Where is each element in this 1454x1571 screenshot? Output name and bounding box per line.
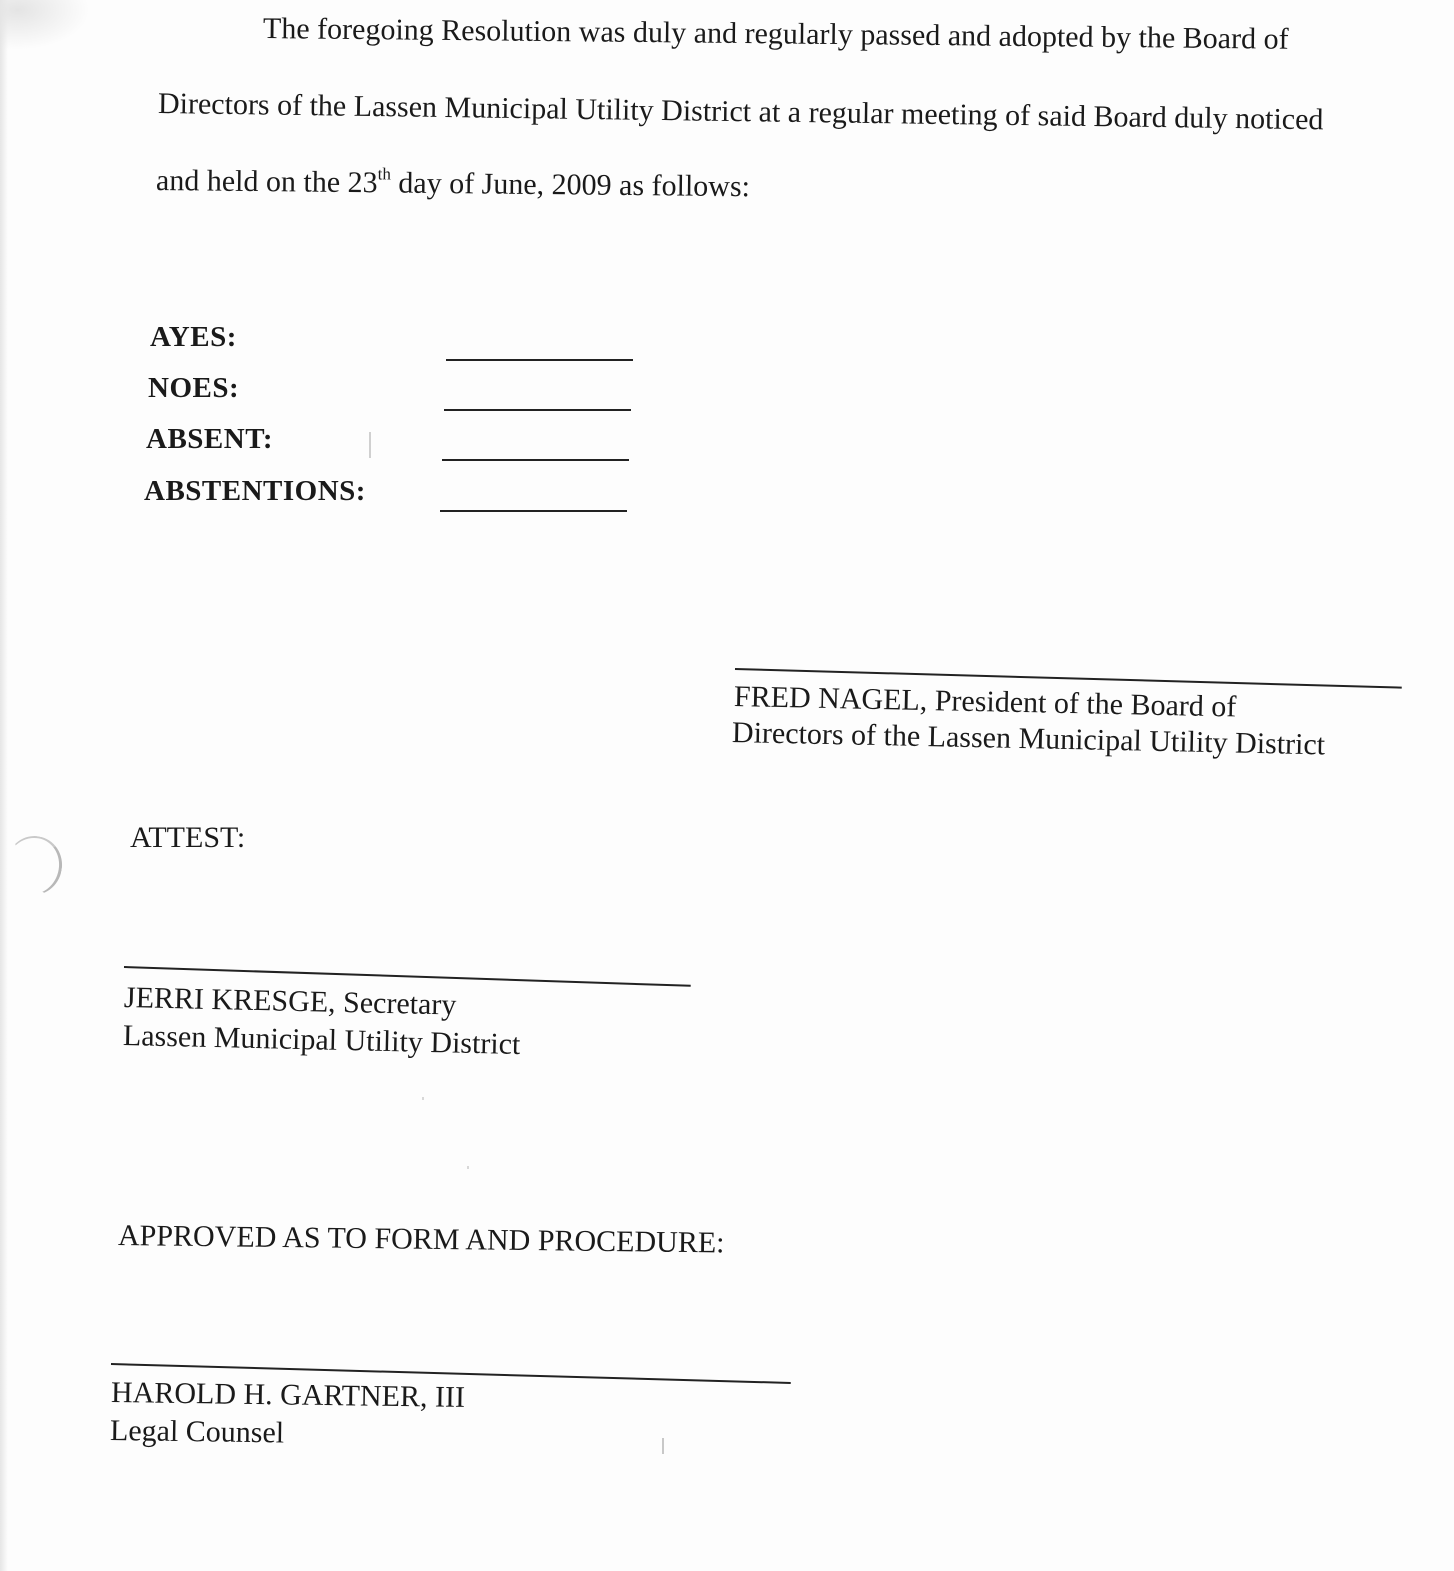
approved-label: APPROVED AS TO FORM AND PROCEDURE:: [117, 1219, 725, 1260]
vote-label-noes: NOES:: [148, 372, 240, 404]
resolution-line-3: [156, 166, 750, 202]
scan-speck: [422, 1097, 424, 1100]
vote-line-absent: [442, 459, 629, 461]
resolution-line-1: The foregoing Resolution was duly and regularly passed and adopted by the Board of: [262, 12, 1289, 56]
resolution-line-3-suffix: day of June, 2009 as follows:: [390, 166, 751, 204]
vote-label-absent: ABSENT:: [146, 423, 274, 455]
vote-line-abstentions: [440, 510, 627, 512]
ordinal-suffix: th: [377, 164, 392, 184]
president-organization: Directors of the Lassen Municipal Utility District: [731, 716, 1326, 762]
counsel-name: HAROLD H. GARTNER, III: [110, 1376, 466, 1414]
page-edge-shadow: [0, 0, 8, 1571]
secretary-name-title: JERRI KRESGE, Secretary: [123, 981, 457, 1022]
vote-label-ayes: AYES:: [150, 321, 237, 353]
punch-hole-mark: [1, 832, 66, 900]
resolution-line-2: Directors of the Lassen Municipal Utility District at a regular meeting of said Board duly noticed: [157, 87, 1324, 137]
resolution-line-3-prefix: and held on the 23: [155, 164, 378, 200]
counsel-title: Legal Counsel: [109, 1414, 285, 1450]
scan-speck: [467, 1166, 469, 1169]
scan-speck: [369, 432, 371, 458]
scan-shadow: [0, 0, 90, 50]
attest-label: ATTEST:: [130, 821, 246, 854]
vote-line-noes: [444, 409, 631, 411]
secretary-organization: Lassen Municipal Utility District: [122, 1019, 521, 1062]
president-name-title: FRED NAGEL, President of the Board of: [733, 680, 1237, 724]
vote-line-ayes: [446, 359, 633, 361]
vote-label-abstentions: ABSTENTIONS:: [144, 475, 366, 507]
scan-speck: [662, 1438, 664, 1454]
